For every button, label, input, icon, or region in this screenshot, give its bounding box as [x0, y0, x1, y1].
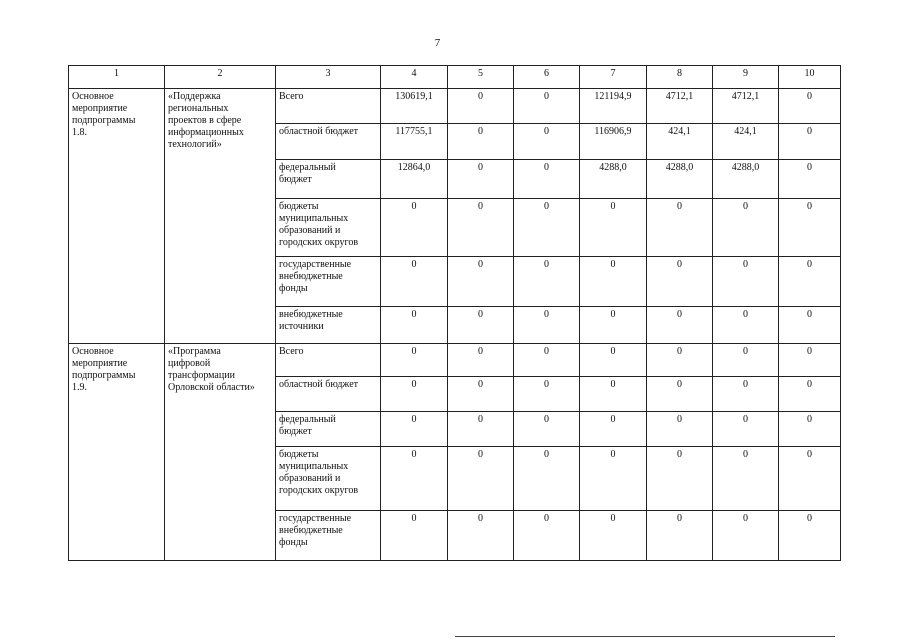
- funding-source-cell: бюджеты муниципальных образований и городских округов: [276, 199, 381, 257]
- value-cell: 0: [514, 412, 580, 447]
- value-cell: 4712,1: [647, 89, 713, 124]
- value-cell: 0: [580, 412, 647, 447]
- bottom-rule: [455, 636, 835, 637]
- value-cell: 0: [514, 89, 580, 124]
- value-cell: 0: [580, 377, 647, 412]
- value-cell: 0: [580, 511, 647, 561]
- funding-source-cell: Всего: [276, 344, 381, 377]
- value-cell: 117755,1: [381, 124, 448, 160]
- funding-source-cell: областной бюджет: [276, 377, 381, 412]
- value-cell: 0: [713, 511, 779, 561]
- value-cell: 0: [779, 307, 841, 344]
- value-cell: 0: [514, 377, 580, 412]
- value-cell: 0: [580, 447, 647, 511]
- table-row: [69, 89, 841, 124]
- value-cell: 0: [713, 344, 779, 377]
- value-cell: 0: [448, 344, 514, 377]
- value-cell: 0: [713, 412, 779, 447]
- table-row: [69, 344, 841, 377]
- value-cell: 0: [647, 344, 713, 377]
- value-cell: 0: [448, 89, 514, 124]
- value-cell: 0: [580, 307, 647, 344]
- value-cell: 0: [448, 124, 514, 160]
- funding-source-cell: внебюджетные источники: [276, 307, 381, 344]
- column-header: 10: [779, 66, 841, 89]
- value-cell: 0: [779, 447, 841, 511]
- header-row: [69, 66, 841, 89]
- value-cell: 0: [779, 160, 841, 199]
- value-cell: 0: [381, 257, 448, 307]
- value-cell: 0: [448, 377, 514, 412]
- value-cell: 0: [514, 447, 580, 511]
- funding-source-cell: государственные внебюджетные фонды: [276, 257, 381, 307]
- funding-source-cell: федеральный бюджет: [276, 160, 381, 199]
- value-cell: 0: [448, 511, 514, 561]
- value-cell: 0: [647, 257, 713, 307]
- page-number: 7: [434, 37, 441, 49]
- value-cell: 4288,0: [580, 160, 647, 199]
- value-cell: 0: [514, 124, 580, 160]
- value-cell: 0: [514, 199, 580, 257]
- value-cell: 0: [448, 199, 514, 257]
- value-cell: 0: [381, 199, 448, 257]
- column-header: 1: [69, 66, 165, 89]
- value-cell: 0: [713, 377, 779, 412]
- column-header: 4: [381, 66, 448, 89]
- value-cell: 0: [448, 160, 514, 199]
- value-cell: 0: [514, 511, 580, 561]
- column-header: 8: [647, 66, 713, 89]
- value-cell: 0: [448, 447, 514, 511]
- activity-cell: Основное мероприятие подпрограммы 1.9.: [69, 344, 165, 561]
- value-cell: 0: [580, 199, 647, 257]
- value-cell: 116906,9: [580, 124, 647, 160]
- value-cell: 0: [381, 412, 448, 447]
- value-cell: 0: [448, 307, 514, 344]
- value-cell: 0: [647, 377, 713, 412]
- table-body: [69, 89, 841, 561]
- value-cell: 4288,0: [713, 160, 779, 199]
- value-cell: 0: [647, 447, 713, 511]
- value-cell: 424,1: [647, 124, 713, 160]
- value-cell: 0: [647, 199, 713, 257]
- value-cell: 0: [381, 511, 448, 561]
- column-header: 2: [165, 66, 276, 89]
- value-cell: 12864,0: [381, 160, 448, 199]
- value-cell: 0: [779, 124, 841, 160]
- value-cell: 0: [448, 412, 514, 447]
- value-cell: 0: [514, 257, 580, 307]
- value-cell: 0: [779, 511, 841, 561]
- value-cell: 0: [448, 257, 514, 307]
- value-cell: 0: [779, 412, 841, 447]
- value-cell: 0: [713, 257, 779, 307]
- project-cell: «Программа цифровой трансформации Орловской области»: [165, 344, 276, 561]
- value-cell: 0: [381, 307, 448, 344]
- value-cell: 0: [713, 447, 779, 511]
- column-header: 5: [448, 66, 514, 89]
- value-cell: 0: [647, 307, 713, 344]
- value-cell: 4288,0: [647, 160, 713, 199]
- value-cell: 0: [779, 257, 841, 307]
- funding-source-cell: федеральный бюджет: [276, 412, 381, 447]
- value-cell: 424,1: [713, 124, 779, 160]
- value-cell: 0: [514, 160, 580, 199]
- project-cell: «Поддержка региональных проектов в сфере информационных технологий»: [165, 89, 276, 344]
- column-header: 6: [514, 66, 580, 89]
- value-cell: 0: [514, 344, 580, 377]
- funding-source-cell: государственные внебюджетные фонды: [276, 511, 381, 561]
- value-cell: 0: [381, 344, 448, 377]
- value-cell: 130619,1: [381, 89, 448, 124]
- value-cell: 0: [381, 447, 448, 511]
- value-cell: 0: [713, 307, 779, 344]
- value-cell: 0: [381, 377, 448, 412]
- value-cell: 0: [514, 307, 580, 344]
- value-cell: 0: [779, 377, 841, 412]
- value-cell: 0: [580, 344, 647, 377]
- column-header: 3: [276, 66, 381, 89]
- funding-source-cell: областной бюджет: [276, 124, 381, 160]
- value-cell: 0: [647, 511, 713, 561]
- value-cell: 0: [779, 199, 841, 257]
- value-cell: 0: [779, 344, 841, 377]
- value-cell: 0: [713, 199, 779, 257]
- value-cell: 0: [580, 257, 647, 307]
- value-cell: 0: [647, 412, 713, 447]
- column-header: 7: [580, 66, 647, 89]
- value-cell: 4712,1: [713, 89, 779, 124]
- funding-source-cell: Всего: [276, 89, 381, 124]
- value-cell: 121194,9: [580, 89, 647, 124]
- value-cell: 0: [779, 89, 841, 124]
- budget-table: [68, 65, 841, 561]
- column-header: 9: [713, 66, 779, 89]
- funding-source-cell: бюджеты муниципальных образований и городских округов: [276, 447, 381, 511]
- activity-cell: Основное мероприятие подпрограммы 1.8.: [69, 89, 165, 344]
